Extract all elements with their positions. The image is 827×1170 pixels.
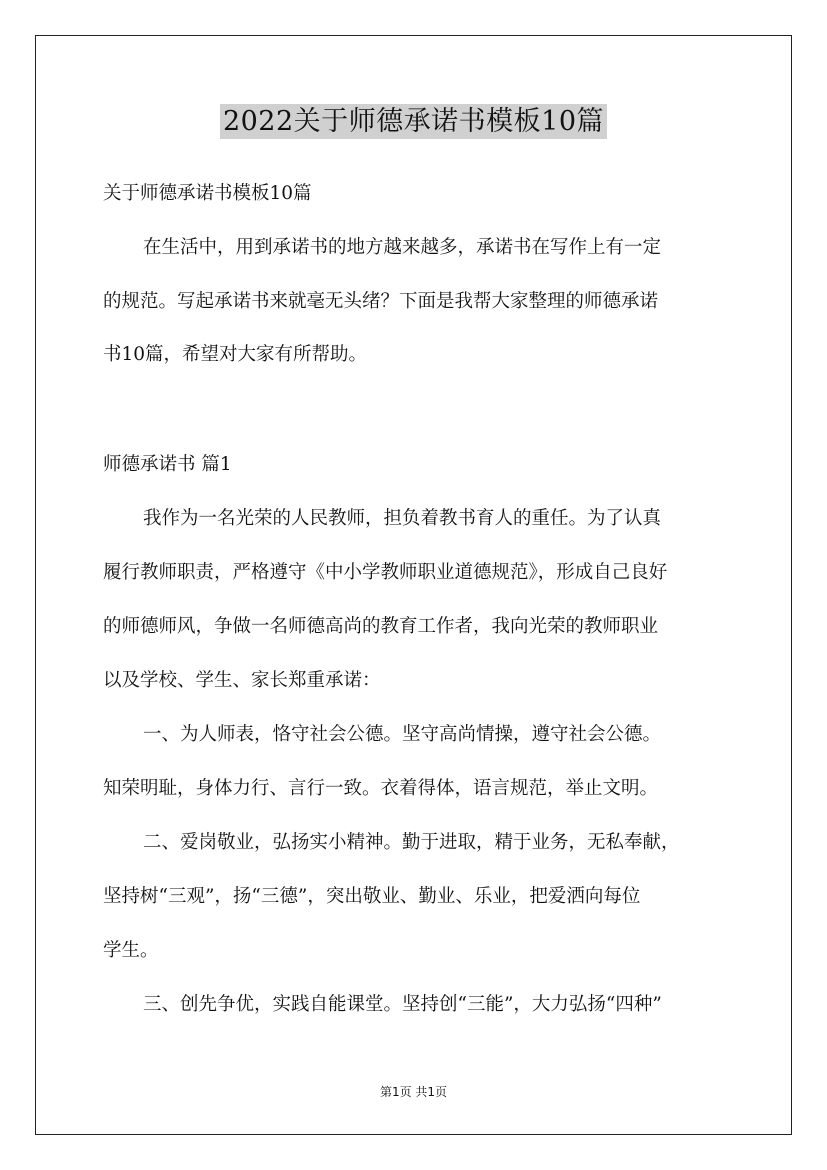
subtitle: 关于师德承诺书模板10篇 bbox=[103, 183, 312, 204]
document-title-text: 2022关于师德承诺书模板10篇 bbox=[220, 104, 607, 139]
body-line: 履行教师职责，严格遵守《中小学教师职业道德规范》，形成自己良好 bbox=[103, 562, 668, 583]
body-line: 学生。 bbox=[103, 940, 159, 961]
body-line: 以及学校、学生、家长郑重承诺： bbox=[103, 670, 381, 691]
body-line: 知荣明耻，身体力行、言行一致。衣着得体，语言规范，举止文明。 bbox=[103, 778, 659, 799]
page-footer: 第1页 共1页 bbox=[379, 1085, 448, 1099]
body-line: 三、创先争优，实践自能课堂。坚持创“三能”，大力弘扬“四种” bbox=[143, 994, 662, 1015]
intro-line: 的规范。写起承诺书来就毫无头绪？下面是我帮大家整理的师德承诺 bbox=[103, 291, 659, 312]
body-line: 二、爱岗敬业，弘扬实小精神。勤于进取，精于业务，无私奉献， bbox=[143, 832, 680, 853]
intro-line: 在生活中，用到承诺书的地方越来越多，承诺书在写作上有一定 bbox=[143, 237, 662, 258]
body-line: 的师德师风，争做一名师德高尚的教育工作者，我向光荣的教师职业 bbox=[103, 616, 659, 637]
body-line: 坚持树“三观”，扬“三德”，突出敬业、勤业、乐业，把爱洒向每位 bbox=[103, 886, 641, 907]
intro-line: 书10篇，希望对大家有所帮助。 bbox=[103, 344, 368, 365]
body-line: 一、为人师表，恪守社会公德。坚守高尚情操，遵守社会公德。 bbox=[143, 724, 662, 745]
body-line: 我作为一名光荣的人民教师，担负着教书育人的重任。为了认真 bbox=[143, 508, 662, 529]
section-heading: 师德承诺书 篇1 bbox=[103, 454, 232, 475]
document-title bbox=[0, 103, 827, 141]
